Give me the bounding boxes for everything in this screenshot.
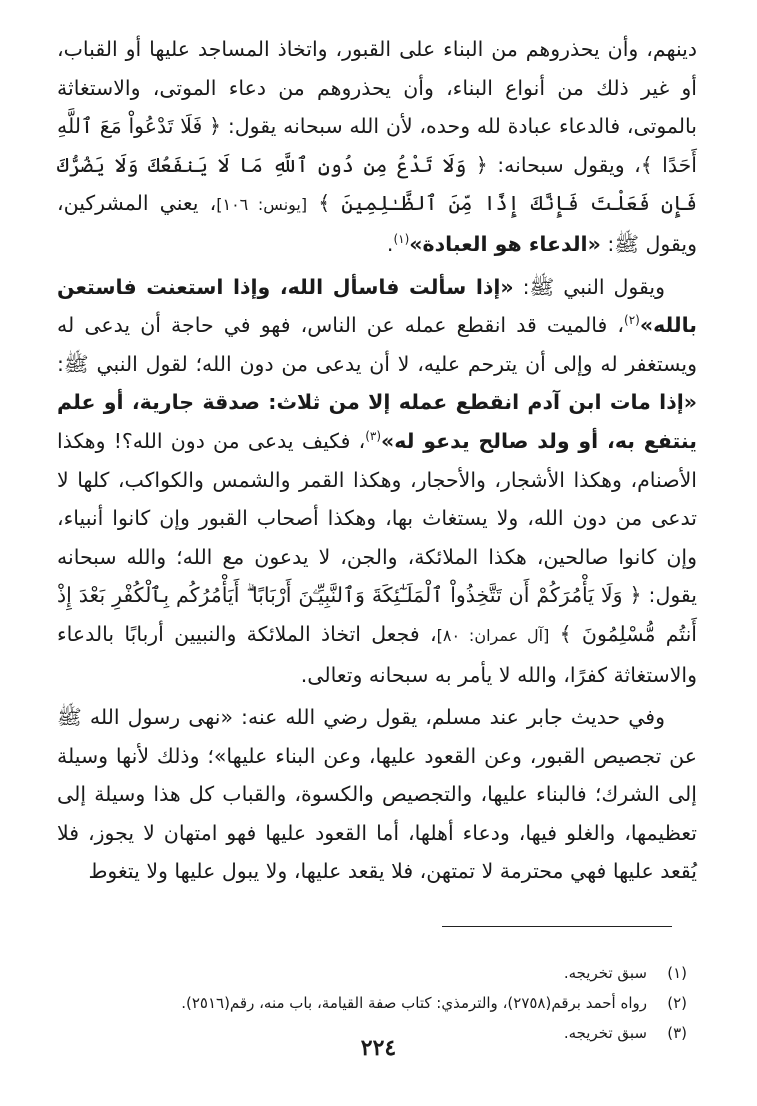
text-run: ، فجعل اتخاذ الملائكة والنبيين أربابًا بالدعاء والاستغاثة كفرًا، والله لا يأمر به سبحانه وتعالى. [57, 621, 697, 687]
main-text [57, 30, 697, 891]
quran-verse: ﴿ وَلَا تَدْعُ مِن دُونِ ٱللَّهِ مَا لَا يَنفَعُكَ وَلَا يَضُرُّكَ فَإِن فَعَلْتَ فَإِنَّكَ إِذًا مِّنَ ٱلظَّـٰلِمِينَ ﴾ [57, 152, 697, 216]
footnote-text: سبق تخريجه. [563, 1024, 647, 1042]
page-number: ٢٢٤ [360, 1035, 397, 1061]
footnote-marker: (٢) [624, 313, 640, 328]
paragraph-1 [57, 30, 697, 264]
text-run: ، يعني المشركين، ويقول ﷺ: [57, 191, 697, 256]
hadith-quote: «إذا سألت فاسأل الله، وإذا استعنت فاستعن بالله» [57, 274, 697, 338]
footnote-item [67, 958, 687, 988]
footnote-divider [442, 926, 672, 927]
footnote-number: (١) [667, 964, 687, 982]
text-run: ، فكيف يدعى من دون الله؟! وهكذا الأصنام، وهكذا الأشجار، والأحجار، وهكذا القمر والشمس والكواكب، كلها لا تدعى من دون الله، ولا يستغاث بها، وهكذا أصحاب القبور وإن كانوا أنبياء، وإن كانوا صالحين، هكذا الملائكة، والجن، لا يدعون مع الله؛ والله سبحانه يقول: [57, 428, 698, 608]
quran-verse: ﴿ فَلَا تَدْعُواْ مَعَ ٱللَّهِ أَحَدًا ﴾ [57, 114, 697, 177]
text-run: وفي حديث جابر عند مسلم، يقول رضي الله عنه: «نهى رسول الله ﷺ عن تجصيص القبور، وعن القعود عليها، وعن البناء عليها»؛ وذلك لأنها وسيلة إلى الشرك؛ فالبناء عليها، والتجصيص والكسوة، والقباب كل هذا وسيلة إلى تعظيمها، والغلو فيها، ودعاء أهلها، أما القعود عليها فهو امتهان لا يجوز، فلا يُقعد عليها فهي محترمة لا تمتهن، فلا يقعد عليها، ولا يبول عليها ولا يتغوط [57, 705, 697, 884]
footnote-text: رواه أحمد برقم(٢٧٥٨)، والترمذي: كتاب صفة القيامة، باب منه، رقم(٢٥١٦). [181, 994, 647, 1012]
hadith-quote: «الدعاء هو العبادة» [409, 231, 601, 256]
footnote-text: سبق تخريجه. [563, 964, 647, 982]
footnote-number: (٣) [667, 1024, 687, 1042]
footnote-marker: (١) [393, 232, 410, 247]
text-run: دينهم، وأن يحذروهم من البناء على القبور، واتخاذ المساجد عليها أو القباب، أو غير ذلك من أنواع البناء، وأن يحذروهم من دعاء الموتى، والاستغاثة بالموتى، فالدعاء عبادة لله وحده، لأن الله سبحانه يقول: [57, 37, 697, 139]
hadith-quote: «إذا مات ابن آدم انقطع عمله إلا من ثلاث: صدقة جارية، أو علم ينتفع به، أو ولد صالح يدعو له» [57, 390, 697, 453]
text-run: ويقول النبي ﷺ: [513, 274, 665, 299]
paragraph-2 [57, 268, 697, 695]
verse-reference: [يونس: ١٠٦] [216, 195, 308, 215]
text-run: ، ويقول سبحانه: [487, 152, 641, 177]
footnote-number: (٢) [667, 994, 687, 1012]
footnote-item [67, 988, 687, 1018]
quran-verse: ﴿ وَلَا يَأْمُرَكُمْ أَن تَتَّخِذُواْ ٱلْمَلَـٰٓئِكَةَ وَٱلنَّبِيِّـۧنَ أَرْبَابًا ۗ أَيَأْمُرُكُم بِٱلْكُفْرِ بَعْدَ إِذْ أَنتُم مُّسْلِمُونَ ﴾ [57, 583, 697, 646]
text-run: ، فالميت قد انقطع عمله عن الناس، فهو في حاجة أن يدعى له ويستغفر له وإلى أن يترحم عليه، لا أن يدعى من دون الله؛ لقول النبي ﷺ: [57, 313, 697, 376]
paragraph-3 [57, 698, 697, 891]
text-run: . [386, 231, 394, 256]
verse-reference: [آل عمران: ٨٠] [436, 625, 550, 645]
footnote-marker: (٣) [365, 429, 382, 444]
